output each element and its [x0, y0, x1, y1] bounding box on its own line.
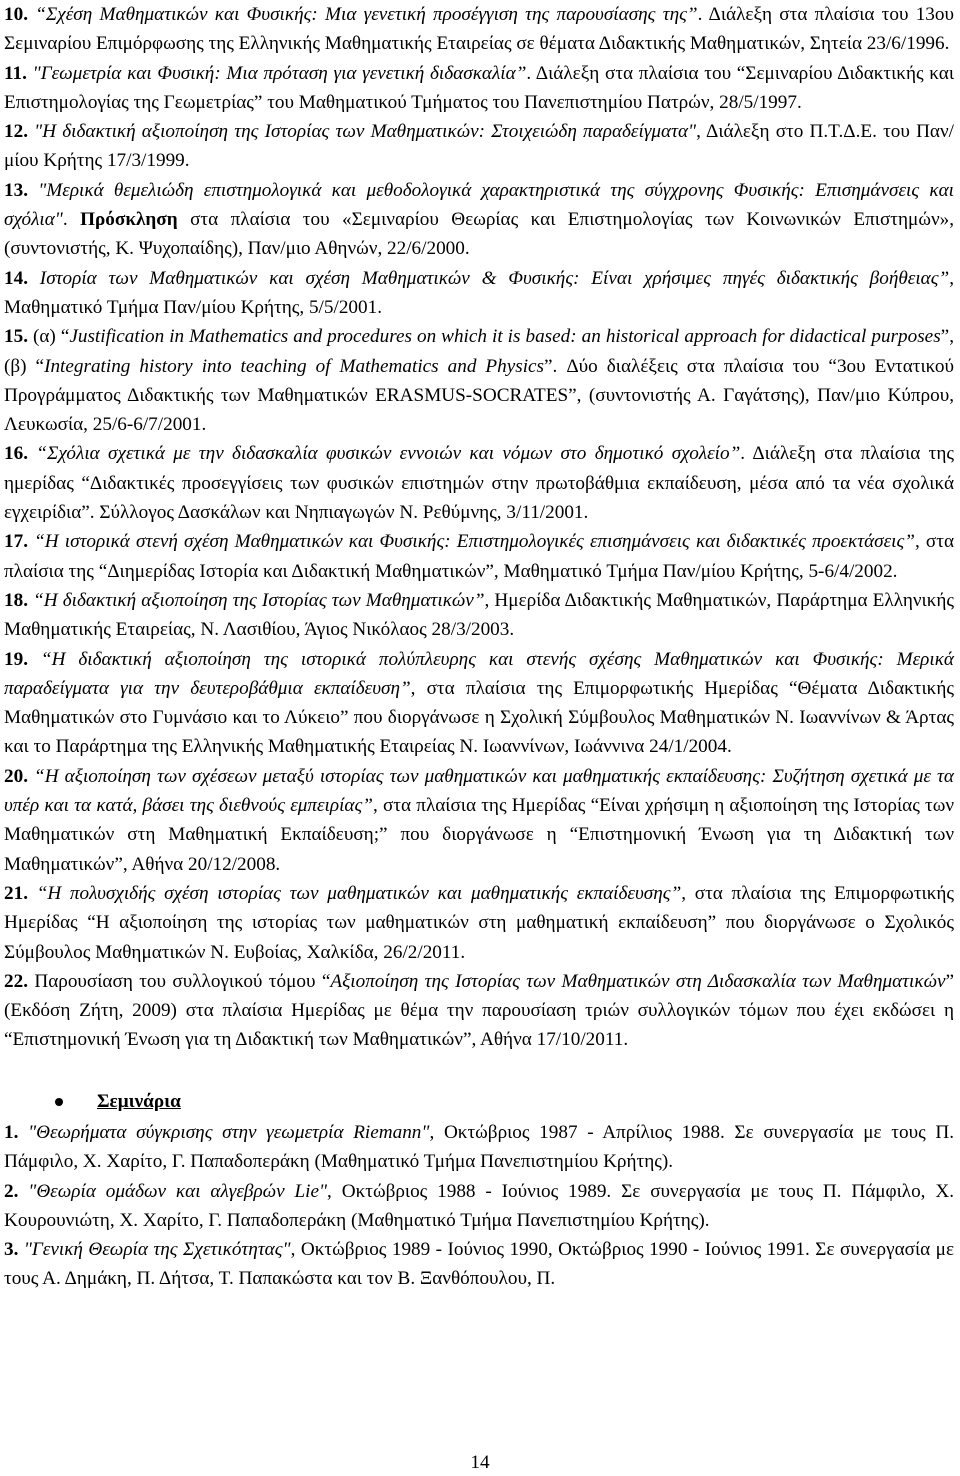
entry-title: “Η ιστορικά στενή σχέση Μαθηματικών και Φυσικής: Επιστημολογικές επισημάνσεις και διδακτικές προεκτάσεις” — [27, 531, 915, 553]
entry-text: , Μαθηματικό Τμήμα Παν/μίου Κρήτης, 5/5/2001. — [4, 267, 954, 318]
bullet-icon — [55, 1098, 63, 1106]
entry-number: 21. — [4, 882, 28, 904]
entry-text: , στα πλαίσια της Επιμορφωτικής Ημερίδας “Θέματα Διδακτικής Μαθηματικών στο Γυμνάσιο και το Λύκειο” που διοργάνωσε η Σχολική Σύμβουλος Μαθηματικών Ν. Ιωαννίνων & Άρτας και το Παράρτημα της Ελληνικής Μαθηματικής Εταιρείας Ν. Ιωαννίνων, Ιωάννινα 24/1/2004. — [4, 677, 954, 758]
seminars-list — [4, 1118, 954, 1294]
talk-entry — [4, 176, 954, 264]
section-gap — [4, 1055, 954, 1087]
entry-text: , Διάλεξη στο Π.Τ.Δ.Ε. του Παν/μίου Κρήτης 17/3/1999. — [4, 121, 954, 172]
seminar-entry — [4, 1235, 954, 1294]
entry-text: , Ημερίδα Διδακτικής Μαθηματικών, Παράρτημα Ελληνικής Μαθηματικής Εταιρείας, Ν. Λασιθίου, Άγιος Νικόλαος 28/3/2003. — [4, 589, 955, 641]
entry-title: Integrating history into teaching of Mathematics and Physics — [44, 355, 545, 377]
entry-title: “Η διδακτική αξιοποίηση της Ιστορίας των Μαθηματικών” — [27, 589, 485, 611]
entry-number: 10. — [4, 4, 28, 25]
entry-text: . Διάλεξη στα πλαίσια της ημερίδας “Διδακτικές προσεγγίσεις των φυσικών επιστημών στην πρωτοβάθμια εκπαίδευση, μέσα από τα νέα σχολικά εγχειρίδια”. Σύλλογος Δασκάλων και Νηπιαγωγών Ν. Ρεθύμνης, 3/11/2001. — [4, 443, 954, 524]
entry-text: . Διάλεξη στα πλαίσια του 13ου Σεμιναρίου Επιμόρφωσης της Ελληνικής Μαθηματικής Εταιρείας σε θέματα Διδακτικής Μαθηματικών, Σητεία 23/6/1996. — [4, 4, 954, 55]
entry-title: Justification in Mathematics and procedures on which it is based: an historical approach for didactical purposes — [69, 326, 941, 348]
seminars-heading — [4, 1087, 954, 1116]
talk-entry — [4, 264, 954, 323]
entry-number: 20. — [4, 765, 28, 787]
entry-number: 1. — [4, 1121, 19, 1143]
entry-text: , Οκτώβριος 1989 - Ιούνιος 1990, Οκτώβριος 1990 - Ιούνιος 1991. Σε συνεργασία με τους Α. Δημάκη, Π. Δήτσα, Τ. Παπακώστα και τον Β. Ξανθόπουλου, Π. — [4, 1239, 955, 1290]
talk-entry — [4, 0, 954, 59]
entry-number: 15. — [4, 326, 28, 348]
entry-text: Πρόσκληση — [80, 209, 178, 231]
entry-text: ”. Δύο διαλέξεις στα πλαίσια του “3ου Εντατικού Προγράμματος Διδακτικής των Μαθηματικών ERASMUS-SOCRATES”, (συντονιστής Α. Γαγάτσης), Παν/μιο Κύπρου, Λευκωσία, 25/6-6/7/2001. — [4, 355, 954, 436]
entry-title: "Γεωμετρία και Φυσική: Μια πρόταση για γενετική διδασκαλία” — [26, 62, 527, 84]
entry-title: "Μερικά θεμελιώδη επιστημολογικά και μεθοδολογικά χαρακτηριστικά της σύγχρονης Φυσικής: Επισημάνσεις και σχόλια" — [4, 179, 954, 231]
talk-entry — [4, 762, 954, 879]
entry-title: “Σχόλια σχετικά με την διδασκαλία φυσικών εννοιών και νόμων στο δημοτικό σχολείο” — [27, 443, 741, 465]
entry-text: ”, (β) “ — [4, 326, 954, 377]
entry-number: 22. — [4, 970, 28, 992]
entry-title: Ιστορία των Μαθηματικών και σχέση Μαθηματικών & Φυσικής: Είναι χρήσιμες πηγές διδακτικής βοήθειας” — [27, 267, 950, 289]
entry-title: "Γενική Θεωρία της Σχετικότητας" — [18, 1239, 291, 1261]
entry-number: 11. — [4, 62, 27, 84]
talk-entry — [4, 322, 954, 439]
entry-title: “Σχέση Μαθηματικών και Φυσικής: Μια γενετική προσέγγιση της παρουσίασης της” — [27, 4, 698, 25]
talk-entry — [4, 879, 954, 967]
entry-text: , στα πλαίσια της Επιμορφωτικής Ημερίδας “Η αξιοποίηση της ιστορίας των μαθηματικών στη μαθηματική εκπαίδευση” που διοργάνωσε ο Σχολικός Σύμβουλος Μαθηματικών Ν. Ευβοίας, Χαλκίδα, 26/2/2011. — [4, 882, 954, 963]
entry-number: 2. — [4, 1180, 19, 1202]
talk-entry — [4, 527, 954, 586]
entry-title: “Η αξιοποίηση των σχέσεων μεταξύ ιστορίας των μαθηματικών και μαθηματικής εκπαίδευσης: Συζήτηση σχετικά με τα υπέρ και τα κατά, βάσει της διεθνούς εμπειρίας” — [4, 765, 954, 817]
entry-text: , στα πλαίσια της Ημερίδας “Είναι χρήσιμη η αξιοποίηση της Ιστορίας των Μαθηματικών στη Μαθηματική Εκπαίδευση;” που διοργάνωσε η “Επιστημονική Ένωση για τη Διδακτική των Μαθηματικών”, Αθήνα 20/12/2008. — [4, 795, 954, 875]
seminars-heading-text: Σεμινάρια — [97, 1090, 181, 1112]
talk-entry — [4, 117, 954, 176]
entry-text: (α) “ — [27, 326, 70, 348]
entry-text: , Οκτώβριος 1988 - Ιούνιος 1989. Σε συνεργασία με τους Π. Πάμφιλο, Χ. Κουρουνιώτη, Χ. Χαρίτο, Γ. Παπαδοπεράκη (Μαθηματικό Τμήμα Πανεπιστημίου Κρήτης). — [4, 1180, 954, 1231]
talk-entry — [4, 967, 954, 1055]
document-body — [4, 0, 954, 1294]
seminar-entry — [4, 1118, 954, 1177]
entry-title: “Η διδακτική αξιοποίηση της ιστορικά πολύπλευρης και στενής σχέσης Μαθηματικών και Φυσικής: Μερικά παραδείγματα για την δευτεροβάθμια εκπαίδευση” — [4, 648, 954, 699]
entry-number: 16. — [4, 443, 28, 465]
entry-number: 12. — [4, 121, 28, 143]
talk-entry — [4, 59, 954, 118]
talk-entry — [4, 586, 954, 645]
talk-entry — [4, 439, 954, 527]
entry-text: , στα πλαίσια της “Διημερίδας Ιστορία και Διδακτική Μαθηματικών”, Μαθηματικό Τμήμα Παν/μίου Κρήτης, 5-6/4/2002. — [4, 531, 955, 582]
entry-text: στα πλαίσια του «Σεμιναρίου Θεωρίας και Επιστημολογίας των Κοινωνικών Επιστημών», (συντονιστής, Κ. Ψυχοπαίδης), Παν/μιο Αθηνών, 22/6/2000. — [4, 209, 955, 260]
entry-title: Αξιοποίηση της Ιστορίας των Μαθηματικών στη Διδασκαλία των Μαθηματικών — [330, 970, 946, 992]
entry-number: 13. — [4, 179, 28, 201]
entry-text: ” (Εκδόση Ζήτη, 2009) στα πλαίσια Ημερίδας με θέμα την παρουσίαση τριών συλλογικών τόμων που έχει εκδώσει η “Επιστημονική Ένωση για τη Διδακτική των Μαθηματικών”, Αθήνα 17/10/2011. — [4, 970, 955, 1051]
page-number: 14 — [470, 1452, 490, 1473]
seminar-entry — [4, 1177, 954, 1236]
entry-text: , Οκτώβριος 1987 - Απρίλιος 1988. Σε συνεργασία με τους Π. Πάμφιλο, Χ. Χαρίτο, Γ. Παπαδοπεράκη (Μαθηματικό Τμήμα Πανεπιστημίου Κρήτης). — [4, 1121, 954, 1173]
entry-number: 17. — [4, 531, 28, 553]
talk-entry — [4, 645, 954, 762]
entry-title: "Θεωρία ομάδων και αλγεβρών Lie" — [18, 1180, 328, 1202]
entry-number: 18. — [4, 589, 28, 611]
talks-list — [4, 0, 954, 1055]
entry-text: Παρουσίαση του συλλογικού τόμου “ — [27, 970, 331, 992]
entry-title: "Η διδακτική αξιοποίηση της Ιστορίας των Μαθηματικών: Στοιχειώδη παραδείγματα" — [27, 121, 697, 143]
entry-text: . — [62, 209, 81, 231]
entry-title: "Θεωρήματα σύγκρισης στην γεωμετρία Riemann" — [18, 1121, 430, 1143]
entry-number: 14. — [4, 267, 28, 289]
entry-title: “Η πολυσχιδής σχέση ιστορίας των μαθηματικών και μαθηματικής εκπαίδευσης” — [27, 882, 682, 904]
entry-number: 19. — [4, 648, 28, 670]
entry-number: 3. — [4, 1239, 19, 1261]
entry-text: . Διάλεξη στα πλαίσια του “Σεμιναρίου Διδακτικής και Επιστημολογίας της Γεωμετρίας” του Μαθηματικού Τμήματος του Πανεπιστημίου Πατρών, 28/5/1997. — [4, 62, 954, 113]
